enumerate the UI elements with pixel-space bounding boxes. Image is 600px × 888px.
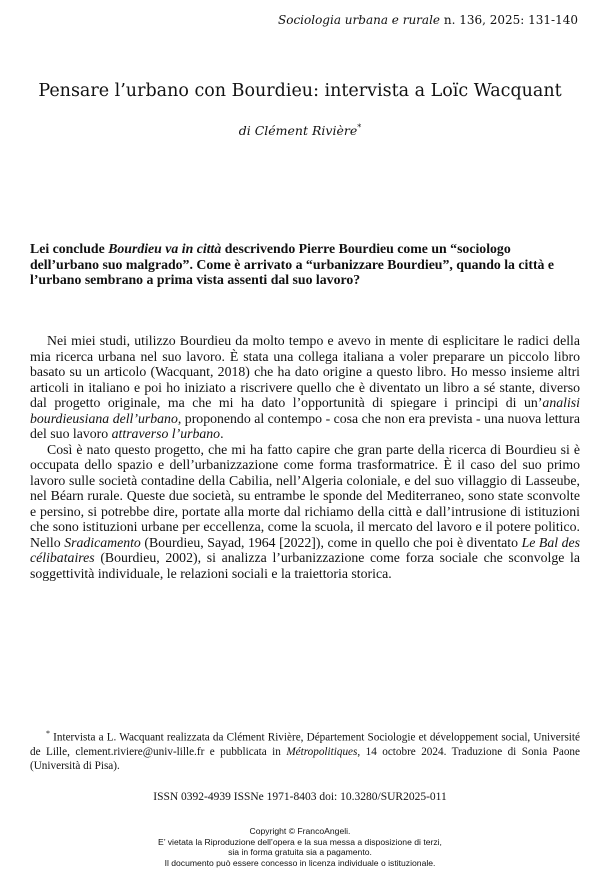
copyright-line: E’ vietata la Riproduzione dell’opera e la sua messa a disposizione di terzi, [158,836,442,847]
paragraph-1-text-a: Nei miei studi, utilizzo Bourdieu da molto tempo e avevo in mente di esplicitare le radici della mia ricerca urbana nel suo lavoro. È stata una collega italiana a voler preparare un piccolo libro basato su un articolo (Wacquant, 2018) che ha dato origine a questo libro. Ho messo insieme altri articoli in italiano e poi ho iniziato a riscrivere quello che è diventato un libro a sé stante, diverso dal progetto originale, ma che mi ha dato l’opportunità di spiegare i principi di un’ [30,333,580,410]
journal-name: Sociologia urbana e rurale [278,13,441,27]
footnote-paragraph [30,727,580,773]
footnote-text-a: Intervista a L. Wacquant realizzata da Clément Rivière, Département Sociologie et développement social, Université de Lille, clement.riviere@univ-lille.fr e pubblicata in [30,731,580,758]
author-name: di Clément Rivière [238,123,358,139]
question-text-part2: descrivendo Pierre Bourdieu come un “sociologo dell’urbano suo malgrado”. Come è arrivato a “urbanizzare Bourdieu”, quando la città e l’urbano sembrano a prima vista assenti dal suo lavoro? [30,241,555,287]
copyright-line: sia in forma gratuita sia a pagamento. [228,847,372,857]
footnote-marker: * [46,729,50,738]
footnote-marker: * [357,123,362,132]
paragraph-2 [30,442,580,582]
copyright-line: Copyright © FrancoAngeli. [249,826,351,836]
paragraph-2-emphasis-2: Le Bal des célibataires [30,534,580,565]
footnote-text-b: , 14 octobre 2024. Traduzione di Sonia Paone (Università di Pisa). [30,745,580,772]
paragraph-2-text-c: (Bourdieu, 2002), si analizza l’urbanizzazione come forza sociale che sconvolge la soggettività individuale, le relazioni sociali e la traiettoria storica. [30,550,580,581]
paragraph-1-text-b: , proponendo al contempo - cosa che non era prevista - una nuova lettura del suo lavoro [30,410,580,441]
copyright-notice [0,826,600,868]
book-title: Bourdieu va in città [108,241,222,256]
paragraph-2-text-b: (Bourdieu, Sayad, 1964 [2022]), come in quello che poi è diventato [140,534,522,550]
author-byline [0,120,600,139]
footnote-publication: Métropolitiques [286,745,358,758]
paragraph-1-emphasis-1: analisi bourdieusiana dell’urbano [30,395,580,426]
issn-doi-line: ISSN 0392-4939 ISSNe 1971-8403 doi: 10.3280/SUR2025-011 [153,791,447,803]
issue-info: n. 136, 2025: 131-140 [443,13,578,27]
question-text-part1: Lei conclude [30,241,109,256]
copyright-line: Il documento può essere concesso in licenza individuale o istituzionale. [164,857,436,868]
paragraph-1 [30,333,580,442]
answer-body [30,333,580,581]
paragraph-1-text-c: . [220,426,224,441]
running-head [278,12,578,28]
paragraph-1-emphasis-2: attraverso l’urbano [111,426,221,441]
footnote [30,727,580,773]
article-title: Pensare l’urbano con Bourdieu: intervista a Loïc Wacquant [38,81,562,101]
paragraph-2-emphasis-1: Sradicamento [64,534,141,550]
interview-question [30,241,580,288]
paragraph-2-text-a: Così è nato questo progetto, che mi ha fatto capire che gran parte della ricerca di Bourdieu si è occupata dello spazio e dell’urbanizzazione come forma trasformatrice. È il caso del suo primo lavoro sulle società contadine della Cabilia, nell’Algeria coloniale, e del suo villaggio di Lasseube, nel Béarn rurale. Queste due società, su entrambe le sponde del Mediterraneo, sono state sconvolte e persino, si potrebbe dire, portate alla morte dal richiamo della città e dall’intrusione di istituzioni che sono istituzioni urbane per eccellenza, come la scuola, il mercato del lavoro e il potere politico. Nello [30,441,580,550]
